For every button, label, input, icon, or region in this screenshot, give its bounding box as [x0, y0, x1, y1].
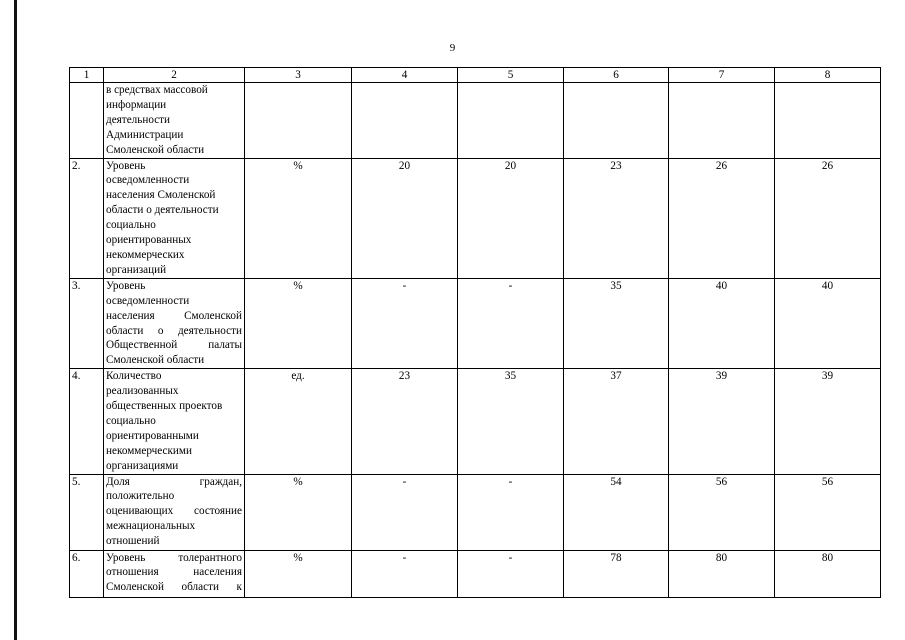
name-line: отношения населения	[106, 566, 242, 579]
value-col4: -	[352, 550, 458, 597]
value-col8: 26	[775, 158, 881, 278]
name-line: ориентированных	[106, 234, 192, 247]
value-col7: 56	[669, 474, 775, 550]
name-line: населения Смоленской	[106, 309, 242, 322]
value-col6: 54	[564, 474, 669, 550]
value-col5	[458, 83, 564, 159]
value-col5: -	[458, 550, 564, 597]
name-line: Смоленской области к	[106, 581, 242, 594]
unit-cell: %	[245, 278, 352, 368]
name-line: отношений	[106, 535, 160, 548]
name-line: Общественной палаты	[106, 339, 242, 352]
scan-edge-line	[14, 0, 17, 640]
table-row	[70, 550, 881, 597]
value-col4	[352, 83, 458, 159]
name-line: Смоленской области	[106, 354, 205, 367]
value-col6: 35	[564, 278, 669, 368]
row-number: 4.	[70, 369, 104, 474]
name-line: населения Смоленской	[106, 189, 216, 202]
value-col6: 78	[564, 550, 669, 597]
table-row	[70, 278, 881, 368]
value-col5: -	[458, 474, 564, 550]
indicators-table	[69, 67, 881, 598]
value-col7: 26	[669, 158, 775, 278]
name-line: Уровень	[106, 159, 146, 172]
indicator-name	[104, 474, 245, 550]
name-line: осведомленности	[106, 294, 190, 307]
name-line: области о деятельности	[106, 324, 242, 337]
header-cell-5: 5	[458, 68, 564, 83]
row-number: 2.	[70, 158, 104, 278]
header-cell-8: 8	[775, 68, 881, 83]
table-row	[70, 369, 881, 474]
name-line: социально	[106, 219, 156, 232]
row-number: 6.	[70, 550, 104, 597]
header-cell-6: 6	[564, 68, 669, 83]
value-col8	[775, 83, 881, 159]
header-cell-2: 2	[104, 68, 245, 83]
value-col4: 20	[352, 158, 458, 278]
header-row	[70, 68, 881, 83]
table-row	[70, 158, 881, 278]
value-col7	[669, 83, 775, 159]
value-col4: -	[352, 278, 458, 368]
indicator-name	[104, 83, 245, 159]
name-line: межнациональных	[106, 520, 196, 533]
indicator-name	[104, 158, 245, 278]
name-line: информации	[106, 98, 167, 111]
indicator-name	[104, 278, 245, 368]
value-col6: 37	[564, 369, 669, 474]
value-col8: 56	[775, 474, 881, 550]
value-col8: 40	[775, 278, 881, 368]
name-line: Уровень толерантного	[106, 551, 242, 564]
indicator-name	[104, 369, 245, 474]
name-line: в средствах массовой	[106, 84, 208, 96]
value-col5: -	[458, 278, 564, 368]
value-col6	[564, 83, 669, 159]
unit-cell: ед.	[245, 369, 352, 474]
table-row	[70, 83, 881, 159]
name-line: оценивающих состояние	[106, 505, 242, 518]
value-col7: 40	[669, 278, 775, 368]
value-col4: -	[352, 474, 458, 550]
name-line: осведомленности	[106, 174, 190, 187]
name-line: организаций	[106, 263, 167, 276]
name-line: Смоленской области	[106, 143, 205, 156]
unit-cell: %	[245, 158, 352, 278]
header-cell-4: 4	[352, 68, 458, 83]
header-cell-1: 1	[70, 68, 104, 83]
value-col4: 23	[352, 369, 458, 474]
value-col6: 23	[564, 158, 669, 278]
name-line: деятельности	[106, 113, 171, 126]
name-line: Администрации	[106, 128, 184, 141]
row-number	[70, 83, 104, 159]
name-line: некоммерческих	[106, 248, 185, 261]
header-cell-3: 3	[245, 68, 352, 83]
table-row	[70, 474, 881, 550]
name-line: ориентированными	[106, 429, 199, 442]
row-number: 3.	[70, 278, 104, 368]
unit-cell: %	[245, 550, 352, 597]
value-col5: 35	[458, 369, 564, 474]
value-col7: 80	[669, 550, 775, 597]
name-line: Доля граждан,	[106, 475, 242, 488]
name-line: Количество	[106, 370, 162, 383]
page-number: 9	[449, 42, 456, 54]
value-col8: 80	[775, 550, 881, 597]
name-line: организациями	[106, 459, 179, 472]
value-col8: 39	[775, 369, 881, 474]
value-col7: 39	[669, 369, 775, 474]
name-line: положительно	[106, 490, 175, 503]
name-line: некоммерческими	[106, 444, 192, 457]
name-line: социально	[106, 414, 156, 427]
name-line: общественных проектов	[106, 400, 223, 413]
row-number: 5.	[70, 474, 104, 550]
header-cell-7: 7	[669, 68, 775, 83]
indicator-name	[104, 550, 245, 597]
name-line: реализованных	[106, 385, 179, 398]
unit-cell: %	[245, 474, 352, 550]
unit-cell	[245, 83, 352, 159]
value-col5: 20	[458, 158, 564, 278]
name-line: Уровень	[106, 279, 146, 292]
name-line: области о деятельности	[106, 204, 219, 217]
